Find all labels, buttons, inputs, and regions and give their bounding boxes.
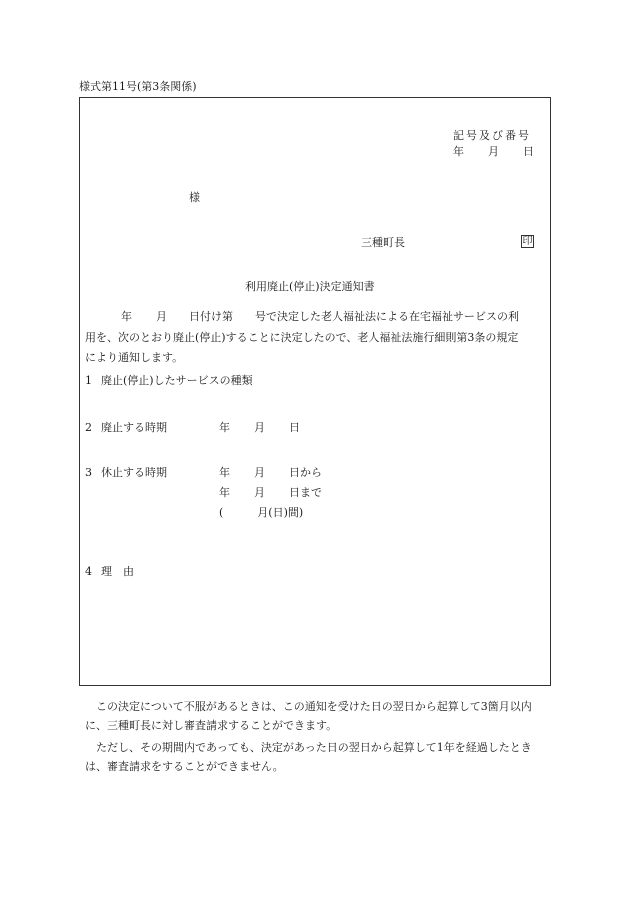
body-line-3: により通知します。 — [85, 351, 184, 364]
body-year: 年 — [121, 310, 132, 323]
item-3 — [85, 467, 167, 478]
item-1-label: 廃止(停止)したサービスの種類 — [101, 374, 253, 387]
note-line-2: に、三種町長に対し審査請求することができます。 — [85, 719, 338, 732]
item-1 — [85, 375, 253, 386]
item-4 — [85, 566, 134, 577]
item-3-to-year: 年 — [219, 486, 230, 499]
item-3-to-day: 日まで — [289, 486, 322, 499]
item-3-to-month: 月 — [254, 486, 265, 499]
item-3-period-text: 月(日)間) — [257, 506, 304, 519]
reference-date — [453, 146, 534, 157]
item-2-date — [219, 422, 300, 433]
reference-date-month: 月 — [488, 145, 499, 158]
item-3-label: 休止する時期 — [101, 466, 167, 479]
note-line-4: は、審査請求をすることができません。 — [85, 760, 284, 773]
note-line-1: この決定について不服があるときは、この通知を受けた日の翌日から起算して3箇月以内 — [85, 700, 532, 713]
body-line-1 — [85, 311, 519, 322]
item-2-month: 月 — [254, 421, 265, 434]
seal-mark: 印 — [522, 236, 533, 247]
item-2-number: 2 — [85, 421, 92, 434]
addressee-suffix: 様 — [189, 191, 200, 204]
sender-name: 三種町長 — [361, 236, 405, 249]
item-3-from-year: 年 — [219, 466, 230, 479]
item-3-to-date — [219, 487, 322, 498]
note-line-3: ただし、その期間内であっても、決定があった日の翌日から起算して1年を経過したとき — [85, 741, 532, 754]
item-3-period — [219, 507, 303, 518]
reference-number-label: 記号及び番号 — [453, 129, 531, 142]
reference-date-year: 年 — [453, 145, 464, 158]
item-3-period-open: ( — [219, 506, 224, 519]
item-2-label: 廃止する時期 — [101, 421, 167, 434]
body-line-2: 用を、次のとおり廃止(停止)することに決定したので、老人福祉法施行細則第3条の規定 — [85, 331, 519, 344]
reference-date-day: 日 — [523, 145, 534, 158]
item-4-number: 4 — [85, 565, 92, 578]
item-3-from-date — [219, 467, 322, 478]
item-2-year: 年 — [219, 421, 230, 434]
item-3-number: 3 — [85, 466, 92, 479]
item-2 — [85, 422, 167, 433]
document-title: 利用廃止(停止)決定通知書 — [245, 280, 375, 293]
item-1-number: 1 — [85, 374, 92, 387]
item-3-from-month: 月 — [254, 466, 265, 479]
body-line-1-text: 日付け第 号で決定した老人福祉法による在宅福祉サービスの利 — [189, 310, 519, 323]
item-4-label: 理 由 — [101, 565, 134, 578]
item-3-from-day: 日から — [289, 466, 322, 479]
form-number-label: 様式第11号(第3条関係) — [79, 80, 197, 93]
item-2-day: 日 — [289, 421, 300, 434]
body-month: 月 — [156, 310, 167, 323]
form-frame — [79, 97, 551, 686]
